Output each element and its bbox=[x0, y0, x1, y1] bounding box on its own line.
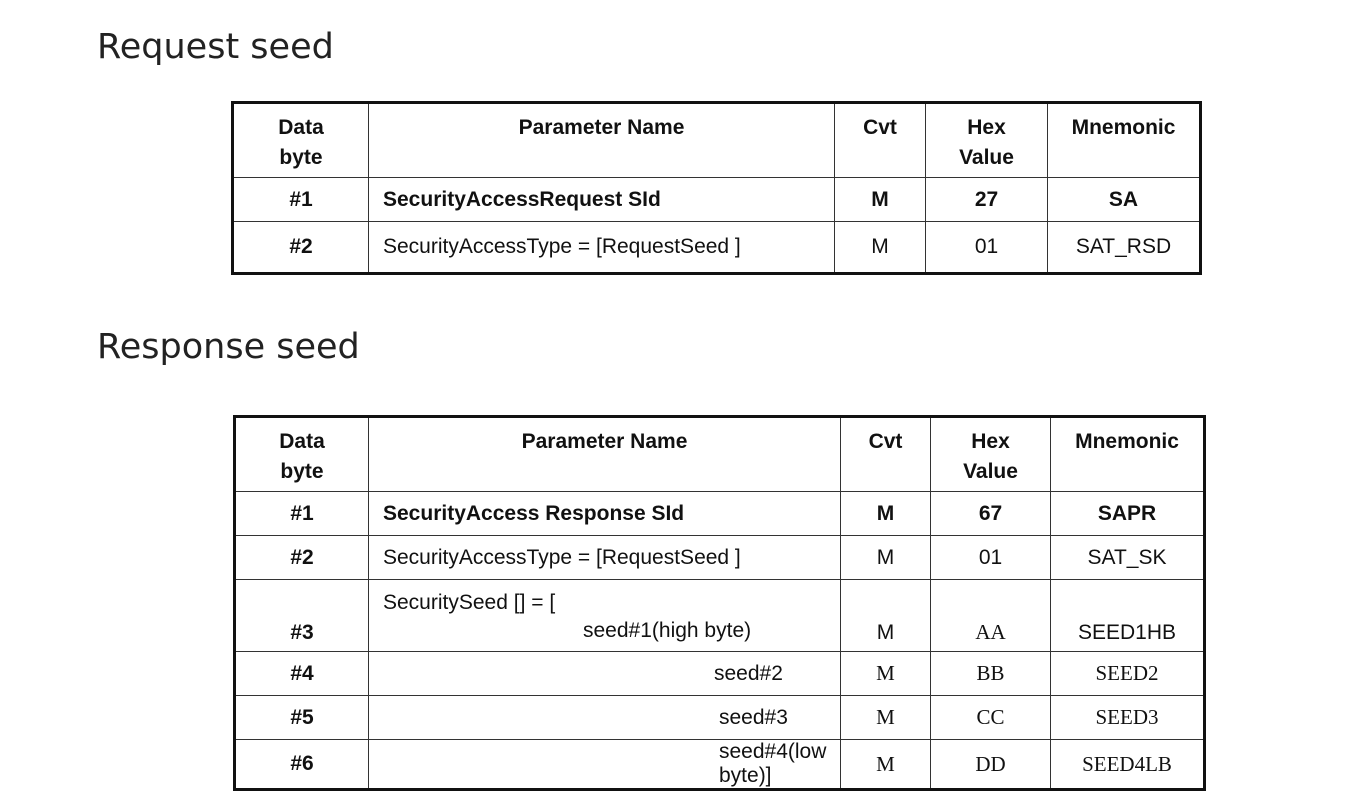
security-seed-prefix: SecuritySeed [] = [ bbox=[383, 590, 556, 614]
cell-data-byte: #5 bbox=[235, 696, 369, 740]
cell-data-byte: #4 bbox=[235, 652, 369, 696]
cell-mnemonic: SAT_RSD bbox=[1048, 222, 1201, 274]
cell-parameter-name: SecurityAccess Response SId bbox=[369, 492, 841, 536]
cell-cvt: M bbox=[835, 222, 926, 274]
cell-cvt: M bbox=[841, 580, 931, 652]
cell-hex-value: 27 bbox=[926, 178, 1048, 222]
cell-data-byte: #1 bbox=[235, 492, 369, 536]
cell-cvt: M bbox=[841, 536, 931, 580]
cell-cvt: M bbox=[841, 492, 931, 536]
cell-cvt: M bbox=[835, 178, 926, 222]
header-data-byte: Data byte bbox=[233, 103, 369, 178]
response-seed-heading: Response seed bbox=[97, 327, 360, 367]
table-row bbox=[235, 580, 1205, 652]
table-row bbox=[233, 178, 1201, 222]
cell-data-byte: #3 bbox=[235, 580, 369, 652]
table-row bbox=[235, 696, 1205, 740]
table-header-row bbox=[233, 103, 1201, 178]
cell-parameter-name bbox=[369, 580, 841, 652]
header-parameter-name: Parameter Name bbox=[369, 103, 835, 178]
header-cvt: Cvt bbox=[835, 103, 926, 178]
cell-hex-value: 01 bbox=[931, 536, 1051, 580]
cell-mnemonic: SAT_SK bbox=[1051, 536, 1205, 580]
table-row bbox=[233, 222, 1201, 274]
cell-parameter-name: SecurityAccessType = [RequestSeed ] bbox=[369, 222, 835, 274]
cell-hex-value: DD bbox=[931, 740, 1051, 790]
cell-parameter-name: seed#4(low byte)] bbox=[369, 740, 841, 790]
header-hex-value: Hex Value bbox=[926, 103, 1048, 178]
cell-data-byte: #2 bbox=[233, 222, 369, 274]
cell-parameter-name: seed#2 bbox=[369, 652, 841, 696]
cell-mnemonic: SAPR bbox=[1051, 492, 1205, 536]
cell-cvt: M bbox=[841, 652, 931, 696]
header-mnemonic: Mnemonic bbox=[1051, 417, 1205, 492]
header-hex-value: Hex Value bbox=[931, 417, 1051, 492]
cell-hex-value: CC bbox=[931, 696, 1051, 740]
response-seed-table bbox=[233, 415, 1206, 791]
table-row bbox=[235, 740, 1205, 790]
cell-mnemonic: SEED2 bbox=[1051, 652, 1205, 696]
cell-mnemonic: SEED1HB bbox=[1051, 580, 1205, 652]
table-row bbox=[235, 652, 1205, 696]
cell-mnemonic: SA bbox=[1048, 178, 1201, 222]
cell-parameter-name: SecurityAccessType = [RequestSeed ] bbox=[369, 536, 841, 580]
cell-mnemonic: SEED3 bbox=[1051, 696, 1205, 740]
cell-hex-value: AA bbox=[931, 580, 1051, 652]
request-seed-table bbox=[231, 101, 1202, 275]
cell-data-byte: #2 bbox=[235, 536, 369, 580]
cell-hex-value: BB bbox=[931, 652, 1051, 696]
cell-mnemonic: SEED4LB bbox=[1051, 740, 1205, 790]
seed-name: seed#1(high byte) bbox=[583, 618, 752, 642]
cell-cvt: M bbox=[841, 696, 931, 740]
cell-cvt: M bbox=[841, 740, 931, 790]
cell-data-byte: #1 bbox=[233, 178, 369, 222]
cell-hex-value: 67 bbox=[931, 492, 1051, 536]
header-mnemonic: Mnemonic bbox=[1048, 103, 1201, 178]
header-cvt: Cvt bbox=[841, 417, 931, 492]
cell-hex-value: 01 bbox=[926, 222, 1048, 274]
table-header-row bbox=[235, 417, 1205, 492]
cell-data-byte: #6 bbox=[235, 740, 369, 790]
table-row bbox=[235, 536, 1205, 580]
header-data-byte: Data byte bbox=[235, 417, 369, 492]
request-seed-heading: Request seed bbox=[97, 27, 334, 67]
cell-parameter-name: seed#3 bbox=[369, 696, 841, 740]
header-parameter-name: Parameter Name bbox=[369, 417, 841, 492]
table-row bbox=[235, 492, 1205, 536]
cell-parameter-name: SecurityAccessRequest SId bbox=[369, 178, 835, 222]
